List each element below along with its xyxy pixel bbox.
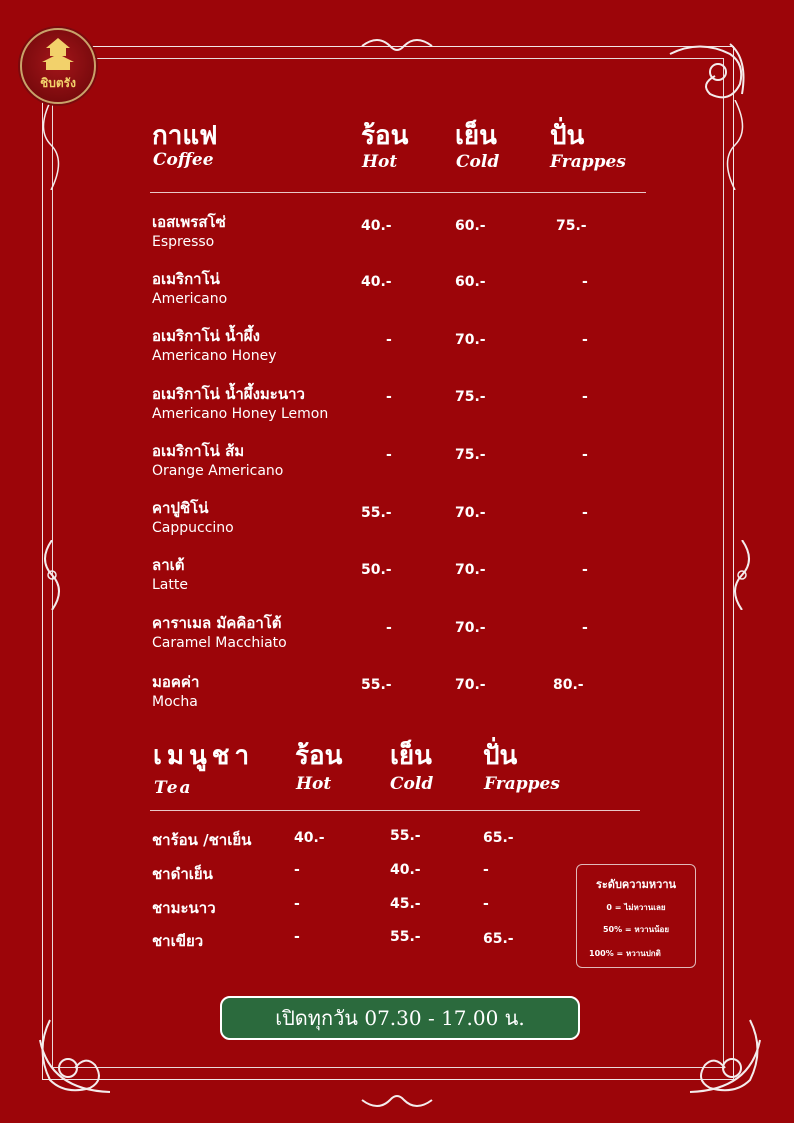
price-frappe: - xyxy=(483,862,489,878)
item-name-en: Americano Honey xyxy=(152,348,277,364)
price-hot: - xyxy=(386,389,392,405)
tea-title-th: เมนูชา xyxy=(153,741,255,771)
price-hot: - xyxy=(386,620,392,636)
opening-hours-banner xyxy=(220,996,580,1040)
price-cold: 70.- xyxy=(455,677,486,693)
pagoda-icon xyxy=(40,38,76,72)
tea-title-en: Tea xyxy=(154,778,193,798)
coffee-title-en: Coffee xyxy=(153,150,214,170)
opening-hours-text: เปิดทุกวัน 07.30 - 17.00 น. xyxy=(275,1006,525,1030)
coffee-item xyxy=(152,498,234,538)
price-cold: 45.- xyxy=(390,896,421,912)
price-cold: 55.- xyxy=(390,828,421,844)
price-hot: 40.- xyxy=(361,218,392,234)
price-hot: 55.- xyxy=(361,677,392,693)
item-name-th: คาราเมล มัคคิอาโต้ xyxy=(152,614,282,632)
price-frappe: - xyxy=(582,447,588,463)
corner-ornament-bottom-left xyxy=(30,1010,120,1100)
coffee-col-frappe-en: Frappes xyxy=(550,152,626,172)
item-name-en: Americano xyxy=(152,291,228,307)
price-cold: 55.- xyxy=(390,929,421,945)
price-cold: 75.- xyxy=(455,447,486,463)
coffee-item xyxy=(152,555,188,595)
price-frappe: - xyxy=(483,896,489,912)
coffee-col-frappe-th: ปั่น xyxy=(550,121,585,151)
price-cold: 70.- xyxy=(455,332,486,348)
item-name-en: Orange Americano xyxy=(152,463,284,479)
side-ornament-left-mid xyxy=(38,540,66,610)
brand-logo xyxy=(20,28,96,104)
side-ornament-right-top xyxy=(720,100,750,190)
item-name-th: อเมริกาโน่ xyxy=(152,270,220,288)
coffee-item xyxy=(152,672,199,712)
coffee-item xyxy=(152,269,227,309)
price-frappe: 65.- xyxy=(483,931,514,947)
price-cold: 60.- xyxy=(455,218,486,234)
tea-item-name: ชาเขียว xyxy=(152,932,204,950)
price-hot: 50.- xyxy=(361,562,392,578)
item-name-th: มอคค่า xyxy=(152,673,200,691)
coffee-item xyxy=(152,384,328,424)
price-frappe: - xyxy=(582,389,588,405)
tea-item-name: ชาดำเย็น xyxy=(152,865,213,883)
price-hot: - xyxy=(294,862,300,878)
price-cold: 60.- xyxy=(455,274,486,290)
price-hot: 40.- xyxy=(294,830,325,846)
price-frappe: - xyxy=(582,505,588,521)
price-cold: 70.- xyxy=(455,562,486,578)
sweetness-title: ระดับความหวาน xyxy=(595,878,677,891)
price-frappe: 80.- xyxy=(553,677,584,693)
item-name-th: อเมริกาโน่ น้ำผึ้งมะนาว xyxy=(152,385,305,403)
price-frappe: - xyxy=(582,274,588,290)
price-cold: 70.- xyxy=(455,505,486,521)
item-name-th: เอสเพรสโซ่ xyxy=(152,213,226,231)
item-name-en: Espresso xyxy=(152,234,215,250)
item-name-th: คาปูชิโน่ xyxy=(152,499,209,517)
tea-item-name: ชามะนาว xyxy=(152,899,216,917)
logo-text: ชิบตรัง xyxy=(40,76,76,90)
price-frappe: - xyxy=(582,620,588,636)
bottom-center-ornament xyxy=(360,1088,434,1112)
top-center-ornament xyxy=(360,34,434,58)
price-cold: 70.- xyxy=(455,620,486,636)
item-name-en: Caramel Macchiato xyxy=(152,635,287,651)
tea-item-name: ชาร้อน /ชาเย็น xyxy=(152,831,252,849)
price-hot: - xyxy=(294,896,300,912)
coffee-item xyxy=(152,212,226,252)
price-hot: - xyxy=(386,332,392,348)
price-hot: 55.- xyxy=(361,505,392,521)
coffee-item xyxy=(152,613,287,653)
coffee-header-divider xyxy=(150,192,646,193)
price-hot: 40.- xyxy=(361,274,392,290)
coffee-col-cold-th: เย็น xyxy=(455,121,497,151)
price-cold: 75.- xyxy=(455,389,486,405)
item-name-en: Americano Honey Lemon xyxy=(152,406,329,422)
sweetness-level: 100% = หวานปกติ xyxy=(589,949,661,958)
price-frappe: 65.- xyxy=(483,830,514,846)
coffee-title-th: กาแฟ xyxy=(152,121,218,151)
price-frappe: 75.- xyxy=(556,218,587,234)
tea-col-hot-th: ร้อน xyxy=(295,741,343,771)
tea-col-frappe-th: ปั่น xyxy=(483,741,518,771)
price-hot: - xyxy=(294,929,300,945)
coffee-item xyxy=(152,326,277,366)
coffee-col-hot-en: Hot xyxy=(362,152,398,172)
tea-col-cold-th: เย็น xyxy=(390,741,432,771)
sweetness-level: 0 = ไม่หวานเลย xyxy=(606,903,666,912)
coffee-item xyxy=(152,441,283,481)
coffee-col-cold-en: Cold xyxy=(456,152,500,172)
price-cold: 40.- xyxy=(390,862,421,878)
tea-col-cold-en: Cold xyxy=(390,774,434,794)
item-name-en: Mocha xyxy=(152,694,198,710)
item-name-en: Latte xyxy=(152,577,188,593)
item-name-th: อเมริกาโน่ น้ำผึ้ง xyxy=(152,327,260,345)
price-frappe: - xyxy=(582,332,588,348)
item-name-en: Cappuccino xyxy=(152,520,234,536)
tea-col-hot-en: Hot xyxy=(296,774,332,794)
coffee-col-hot-th: ร้อน xyxy=(361,121,409,151)
side-ornament-right-mid xyxy=(728,540,756,610)
tea-header-divider xyxy=(150,810,640,811)
side-ornament-left-top xyxy=(36,100,66,190)
sweetness-level: 50% = หวานน้อย xyxy=(602,925,670,934)
item-name-th: อเมริกาโน่ ส้ม xyxy=(152,442,245,460)
price-hot: - xyxy=(386,447,392,463)
price-frappe: - xyxy=(582,562,588,578)
tea-col-frappe-en: Frappes xyxy=(484,774,560,794)
corner-ornament-bottom-right xyxy=(680,1010,770,1100)
item-name-th: ลาเต้ xyxy=(152,556,185,574)
sweetness-legend xyxy=(576,864,696,968)
